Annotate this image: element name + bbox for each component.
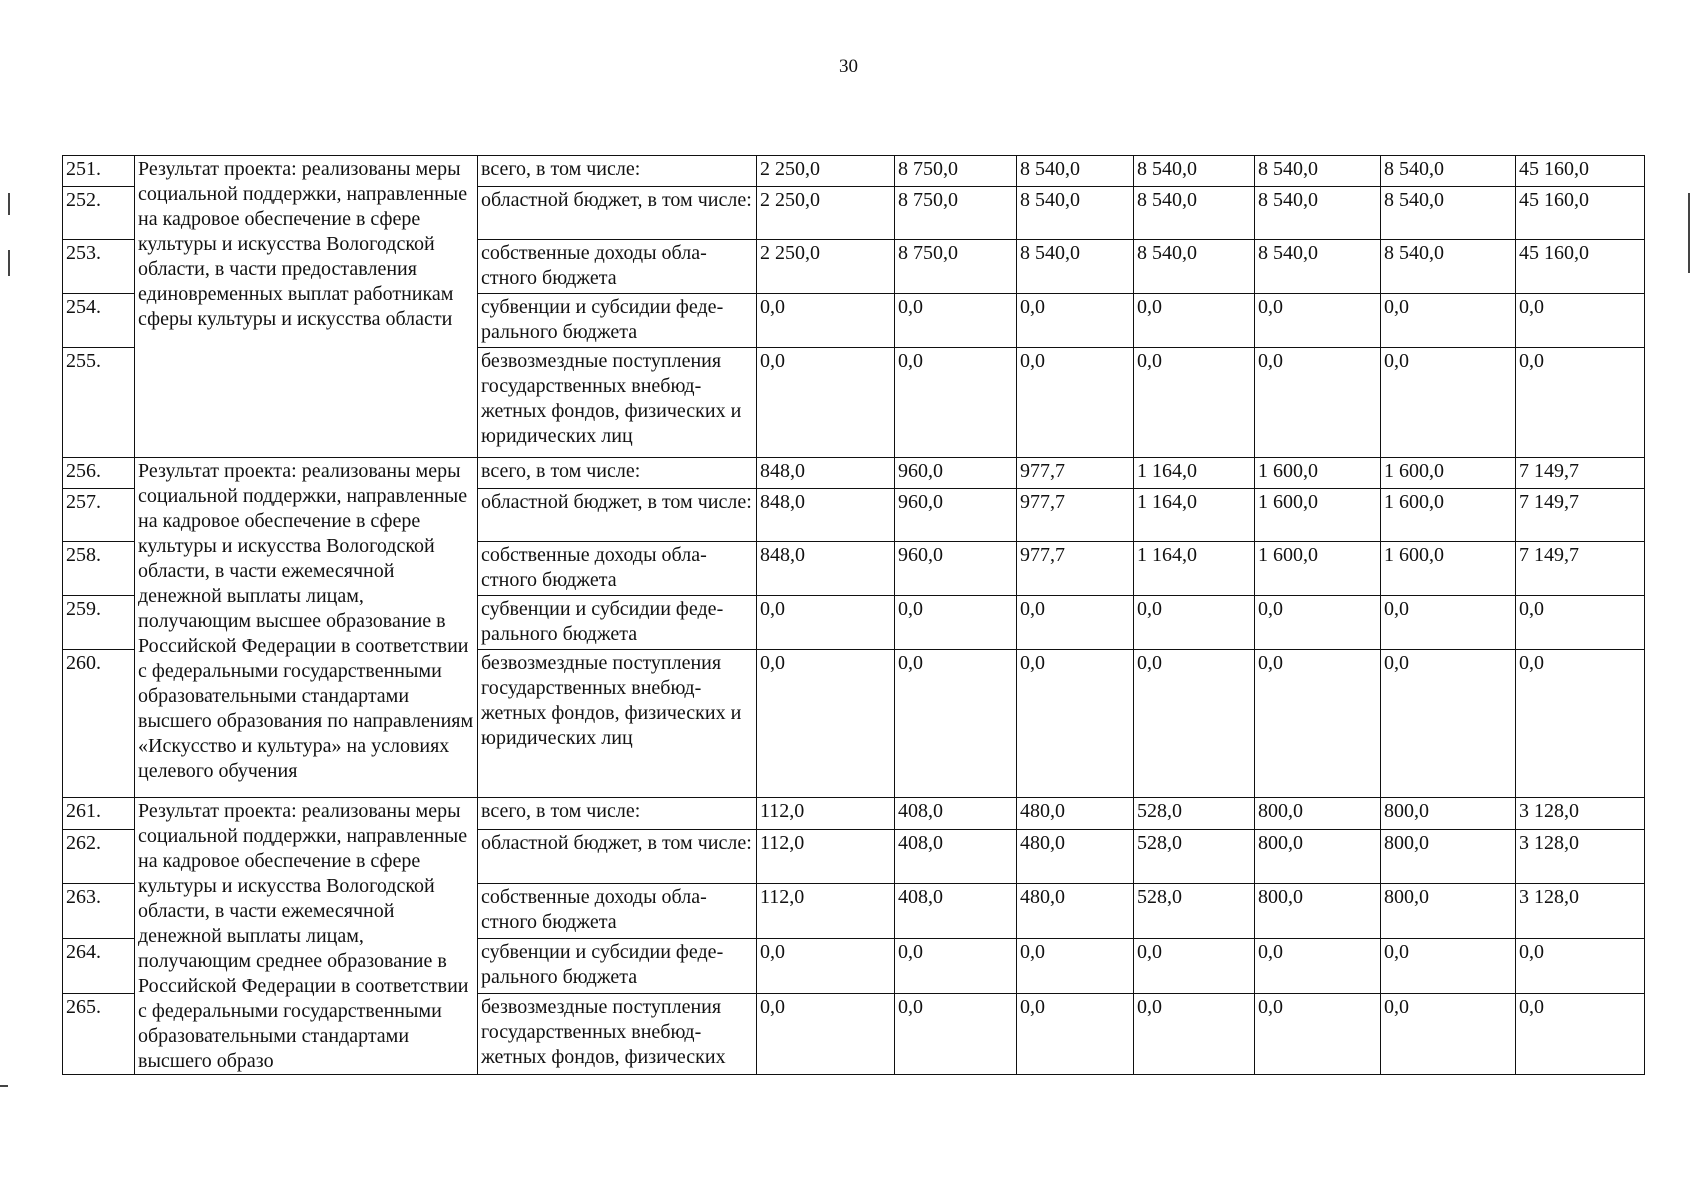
year-value: 2 250,0 — [757, 187, 895, 240]
year-value: 0,0 — [1134, 650, 1255, 798]
row-number: 263. — [63, 883, 135, 938]
year-value: 0,0 — [895, 993, 1017, 1075]
year-value: 800,0 — [1255, 798, 1381, 830]
year-value: 0,0 — [1381, 348, 1516, 458]
funding-source: всего, в том числе: — [478, 798, 757, 830]
year-value: 977,7 — [1017, 542, 1134, 596]
year-value: 0,0 — [1017, 348, 1134, 458]
year-value: 960,0 — [895, 542, 1017, 596]
year-value: 0,0 — [1255, 993, 1381, 1075]
year-value: 0,0 — [1381, 294, 1516, 348]
year-value: 0,0 — [895, 650, 1017, 798]
year-value: 0,0 — [1134, 993, 1255, 1075]
year-value: 800,0 — [1381, 798, 1516, 830]
year-value: 0,0 — [1134, 294, 1255, 348]
row-number: 257. — [63, 489, 135, 542]
table-body — [63, 156, 1645, 1075]
year-value: 0,0 — [895, 596, 1017, 650]
funding-source: всего, в том числе: — [478, 156, 757, 187]
funding-source: безвозмездные поступления государственных внебюджетных фондов, физических и юридических лиц — [478, 650, 757, 798]
year-value: 8 540,0 — [1017, 187, 1134, 240]
year-value: 0,0 — [1255, 938, 1381, 993]
year-value: 480,0 — [1017, 798, 1134, 830]
year-value: 0,0 — [1255, 650, 1381, 798]
total-value: 0,0 — [1516, 650, 1645, 798]
table-row — [63, 156, 1645, 187]
year-value: 408,0 — [895, 883, 1017, 938]
project-result-description: Результат проекта: реализованы меры социальной поддержки, направленные на кадровое обеспечение в сфере культуры и искусства Вологодской области, в части предоставления единовременных выплат работникам сферы культуры и искусства области — [135, 156, 478, 458]
year-value: 0,0 — [757, 938, 895, 993]
year-value: 0,0 — [1255, 294, 1381, 348]
year-value: 1 164,0 — [1134, 542, 1255, 596]
year-value: 0,0 — [1017, 938, 1134, 993]
year-value: 480,0 — [1017, 829, 1134, 883]
row-number: 265. — [63, 993, 135, 1075]
total-value: 0,0 — [1516, 348, 1645, 458]
year-value: 1 600,0 — [1255, 542, 1381, 596]
year-value: 0,0 — [1134, 348, 1255, 458]
year-value: 1 164,0 — [1134, 458, 1255, 489]
total-value: 7 149,7 — [1516, 489, 1645, 542]
year-value: 408,0 — [895, 798, 1017, 830]
year-value: 2 250,0 — [757, 240, 895, 294]
year-value: 528,0 — [1134, 883, 1255, 938]
year-value: 1 600,0 — [1255, 489, 1381, 542]
row-number: 253. — [63, 240, 135, 294]
year-value: 0,0 — [1255, 348, 1381, 458]
total-value: 45 160,0 — [1516, 240, 1645, 294]
funding-source: областной бюджет, в том числе: — [478, 187, 757, 240]
project-result-description: Результат проекта: реализованы меры социальной поддержки, направленные на кадровое обеспечение в сфере культуры и искусства Вологодской области, в части ежемесячной денежной выплаты лицам, получающим среднее образование в Российской Федерации в соответствии с федеральными государственными образовательными стандартами высшего образо — [135, 798, 478, 1075]
page-number: 30 — [839, 56, 858, 77]
funding-source: безвозмездные поступления государственных внебюджетных фондов, физических — [478, 993, 757, 1075]
row-number: 260. — [63, 650, 135, 798]
table-row — [63, 458, 1645, 489]
project-result-description: Результат проекта: реализованы меры социальной поддержки, направленные на кадровое обеспечение в сфере культуры и искусства Вологодской области, в части ежемесячной денежной выплаты лицам, получающим высшее образование в Российской Федерации в соответствии с федеральными государственными образовательными стандартами высшего образования по направлениям «Искусство и культура» на условиях целевого обучения — [135, 458, 478, 798]
year-value: 848,0 — [757, 542, 895, 596]
year-value: 112,0 — [757, 829, 895, 883]
year-value: 8 540,0 — [1381, 156, 1516, 187]
year-value: 8 540,0 — [1134, 187, 1255, 240]
year-value: 8 540,0 — [1255, 187, 1381, 240]
year-value: 0,0 — [1255, 596, 1381, 650]
row-number: 261. — [63, 798, 135, 830]
year-value: 0,0 — [895, 348, 1017, 458]
row-number: 251. — [63, 156, 135, 187]
year-value: 960,0 — [895, 458, 1017, 489]
year-value: 480,0 — [1017, 883, 1134, 938]
budget-table — [62, 155, 1645, 1075]
year-value: 0,0 — [1017, 596, 1134, 650]
row-number: 262. — [63, 829, 135, 883]
year-value: 528,0 — [1134, 829, 1255, 883]
row-number: 255. — [63, 348, 135, 458]
year-value: 8 540,0 — [1134, 156, 1255, 187]
year-value: 0,0 — [1381, 938, 1516, 993]
funding-source: областной бюджет, в том числе: — [478, 489, 757, 542]
total-value: 45 160,0 — [1516, 187, 1645, 240]
funding-source: субвенции и субсидии федерального бюджета — [478, 294, 757, 348]
year-value: 977,7 — [1017, 458, 1134, 489]
row-number: 258. — [63, 542, 135, 596]
year-value: 0,0 — [757, 650, 895, 798]
funding-source: субвенции и субсидии федерального бюджета — [478, 938, 757, 993]
year-value: 0,0 — [1381, 650, 1516, 798]
row-number: 259. — [63, 596, 135, 650]
row-number: 252. — [63, 187, 135, 240]
row-number: 264. — [63, 938, 135, 993]
year-value: 8 750,0 — [895, 156, 1017, 187]
year-value: 0,0 — [1017, 993, 1134, 1075]
table-row — [63, 798, 1645, 830]
total-value: 3 128,0 — [1516, 798, 1645, 830]
year-value: 0,0 — [1381, 596, 1516, 650]
year-value: 8 750,0 — [895, 187, 1017, 240]
year-value: 0,0 — [757, 348, 895, 458]
total-value: 0,0 — [1516, 596, 1645, 650]
total-value: 7 149,7 — [1516, 542, 1645, 596]
year-value: 8 540,0 — [1381, 187, 1516, 240]
year-value: 8 540,0 — [1134, 240, 1255, 294]
total-value: 3 128,0 — [1516, 829, 1645, 883]
funding-source: собственные доходы областного бюджета — [478, 240, 757, 294]
total-value: 0,0 — [1516, 294, 1645, 348]
year-value: 848,0 — [757, 489, 895, 542]
scan-edge-mark — [1688, 193, 1690, 273]
total-value: 3 128,0 — [1516, 883, 1645, 938]
year-value: 1 600,0 — [1381, 542, 1516, 596]
total-value: 0,0 — [1516, 993, 1645, 1075]
year-value: 1 600,0 — [1381, 458, 1516, 489]
year-value: 0,0 — [895, 294, 1017, 348]
year-value: 0,0 — [757, 294, 895, 348]
year-value: 960,0 — [895, 489, 1017, 542]
year-value: 8 750,0 — [895, 240, 1017, 294]
year-value: 0,0 — [757, 596, 895, 650]
year-value: 8 540,0 — [1017, 240, 1134, 294]
total-value: 0,0 — [1516, 938, 1645, 993]
row-number: 256. — [63, 458, 135, 489]
year-value: 800,0 — [1381, 829, 1516, 883]
year-value: 8 540,0 — [1017, 156, 1134, 187]
funding-source: собственные доходы областного бюджета — [478, 883, 757, 938]
row-number: 254. — [63, 294, 135, 348]
year-value: 2 250,0 — [757, 156, 895, 187]
year-value: 0,0 — [1134, 938, 1255, 993]
funding-source: собственные доходы областного бюджета — [478, 542, 757, 596]
year-value: 0,0 — [895, 938, 1017, 993]
year-value: 0,0 — [1381, 993, 1516, 1075]
year-value: 408,0 — [895, 829, 1017, 883]
year-value: 800,0 — [1255, 829, 1381, 883]
funding-source: областной бюджет, в том числе: — [478, 829, 757, 883]
year-value: 8 540,0 — [1255, 156, 1381, 187]
year-value: 112,0 — [757, 798, 895, 830]
scan-edge-mark — [8, 193, 10, 215]
total-value: 7 149,7 — [1516, 458, 1645, 489]
funding-source: безвозмездные поступления государственных внебюджетных фондов, физических и юридических лиц — [478, 348, 757, 458]
scan-edge-mark — [0, 1085, 8, 1087]
year-value: 8 540,0 — [1381, 240, 1516, 294]
year-value: 977,7 — [1017, 489, 1134, 542]
year-value: 848,0 — [757, 458, 895, 489]
year-value: 1 600,0 — [1381, 489, 1516, 542]
year-value: 1 164,0 — [1134, 489, 1255, 542]
year-value: 0,0 — [1017, 650, 1134, 798]
year-value: 800,0 — [1255, 883, 1381, 938]
year-value: 528,0 — [1134, 798, 1255, 830]
total-value: 45 160,0 — [1516, 156, 1645, 187]
year-value: 0,0 — [1017, 294, 1134, 348]
scan-edge-mark — [8, 250, 10, 276]
funding-source: субвенции и субсидии федерального бюджета — [478, 596, 757, 650]
year-value: 0,0 — [1134, 596, 1255, 650]
year-value: 112,0 — [757, 883, 895, 938]
funding-source: всего, в том числе: — [478, 458, 757, 489]
year-value: 8 540,0 — [1255, 240, 1381, 294]
year-value: 800,0 — [1381, 883, 1516, 938]
year-value: 1 600,0 — [1255, 458, 1381, 489]
year-value: 0,0 — [757, 993, 895, 1075]
